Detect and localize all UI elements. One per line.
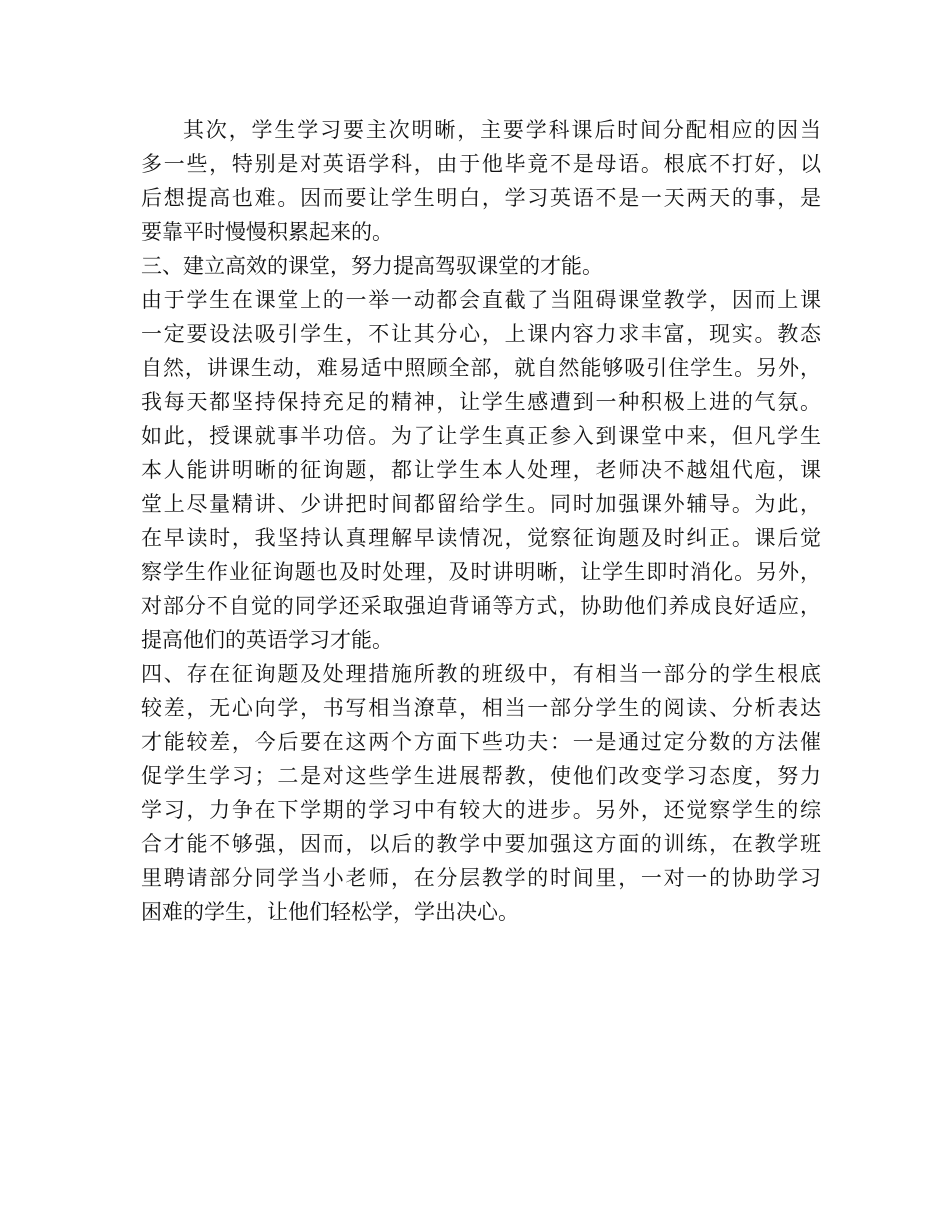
paragraph-classroom-engagement [141, 283, 821, 657]
text-line: 合才能不够强，因而，以后的教学中要加强这方面的训练，在教学班 [141, 832, 821, 856]
paragraph-problems-and-measures [141, 657, 821, 929]
section-heading-efficient-classroom [141, 249, 821, 283]
text-line: 提高他们的英语学习才能。 [141, 628, 393, 652]
text-line: 才能较差，今后要在这两个方面下些功夫：一是通过定分数的方法催 [141, 730, 821, 754]
text-line: 要靠平时慢慢积累起来的。 [141, 220, 393, 244]
text-line: 其次，学生学习要主次明晰，主要学科课后时间分配相应的因当 [183, 118, 821, 142]
text-line: 多一些，特别是对英语学科，由于他毕竟不是母语。根底不打好，以 [141, 152, 821, 176]
text-line: 里聘请部分同学当小老师，在分层教学的时间里，一对一的协助学习 [141, 866, 821, 890]
text-line: 自然，讲课生动，难易适中照顾全部，就自然能够吸引住学生。另外， [141, 356, 821, 380]
paragraph-study-priorities [141, 113, 821, 249]
text-line: 如此，授课就事半功倍。为了让学生真正参入到课堂中来，但凡学生 [141, 424, 821, 448]
document-body [141, 113, 821, 929]
text-line: 本人能讲明晰的征询题，都让学生本人处理，老师决不越俎代庖，课 [141, 458, 821, 482]
text-line: 一定要设法吸引学生，不让其分心，上课内容力求丰富，现实。教态 [141, 322, 821, 346]
text-line: 由于学生在课堂上的一举一动都会直截了当阻碍课堂教学，因而上课 [141, 288, 821, 312]
text-line: 我每天都坚持保持充足的精神，让学生感遭到一种积极上进的气氛。 [141, 390, 821, 414]
text-line: 学习，力争在下学期的学习中有较大的进步。另外，还觉察学生的综 [141, 798, 821, 822]
text-line: 在早读时，我坚持认真理解早读情况，觉察征询题及时纠正。课后觉 [141, 526, 821, 550]
text-line: 促学生学习；二是对这些学生进展帮教，使他们改变学习态度，努力 [141, 764, 821, 788]
text-line: 后想提高也难。因而要让学生明白，学习英语不是一天两天的事，是 [141, 186, 821, 210]
text-line: 堂上尽量精讲、少讲把时间都留给学生。同时加强课外辅导。为此， [141, 492, 821, 516]
text-line: 困难的学生，让他们轻松学，学出决心。 [141, 900, 519, 924]
text-line: 较差，无心向学，书写相当潦草，相当一部分学生的阅读、分析表达 [141, 696, 821, 720]
text-line: 四、存在征询题及处理措施所教的班级中，有相当一部分的学生根底 [141, 662, 821, 686]
text-line: 对部分不自觉的同学还采取强迫背诵等方式，协助他们养成良好适应， [141, 594, 821, 618]
text-line: 察学生作业征询题也及时处理，及时讲明晰，让学生即时消化。另外， [141, 560, 821, 584]
section-heading: 三、建立高效的课堂，努力提高驾驭课堂的才能。 [141, 254, 603, 278]
